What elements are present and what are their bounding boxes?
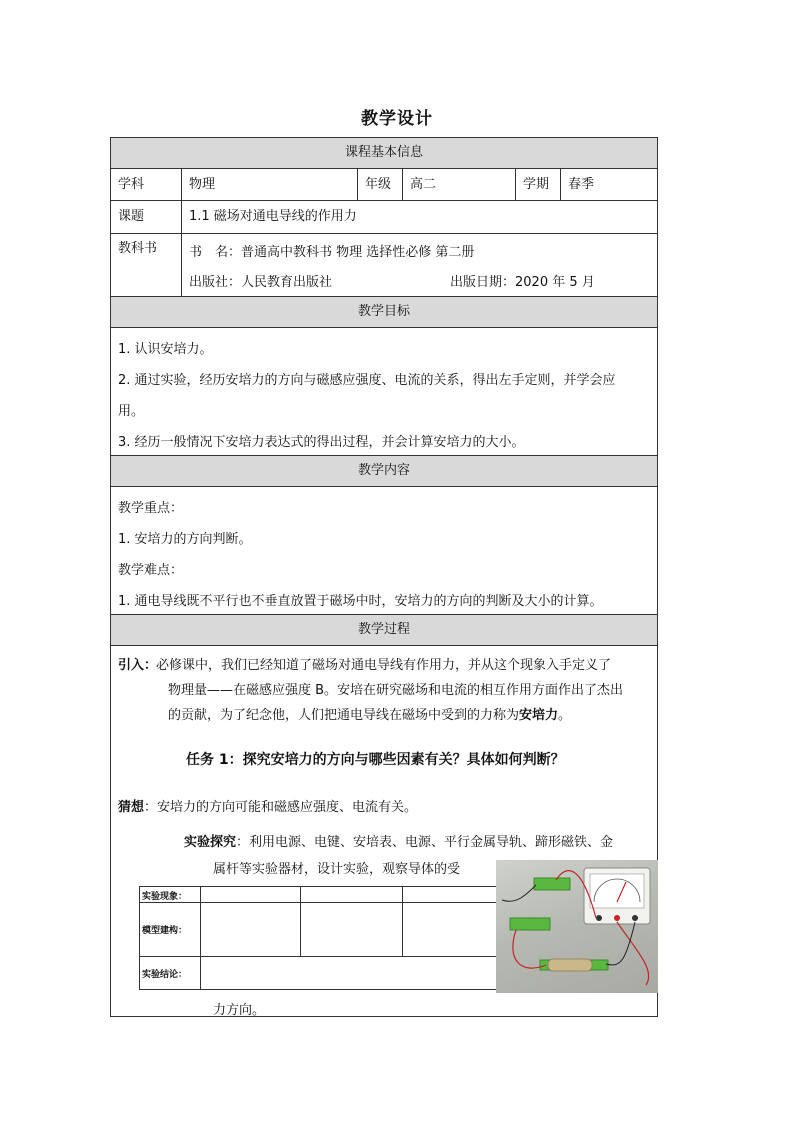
publisher: 出版社：人民教育出版社 [189, 275, 333, 290]
goals-header: 教学目标 [111, 297, 657, 328]
difficulty-label: 教学难点： [118, 563, 184, 578]
intro-period: 。 [558, 708, 572, 723]
book-name: 书 名：普通高中教科书 物理 选择性必修 第二册 [189, 245, 475, 260]
apparatus-illustration [496, 860, 658, 993]
topic-label: 课题 [118, 209, 145, 224]
conclusion-label: 实验结论： [142, 970, 188, 980]
basic-info-header: 课程基本信息 [111, 138, 657, 169]
experiment-text: ：利用电源、电键、安培表、电源、平行金属导轨、蹄形磁铁、金 [236, 835, 614, 850]
hypothesis [118, 796, 417, 815]
textbook-label: 教科书 [118, 241, 158, 256]
goals-body [111, 328, 657, 456]
content-header: 教学内容 [111, 456, 657, 487]
model-label: 模型建构： [142, 926, 188, 936]
subject-row [111, 169, 657, 201]
hypothesis-label: 猜想 [118, 800, 145, 815]
grade-value: 高二 [402, 169, 515, 200]
experiment-line-1 [184, 831, 613, 850]
observation-row [140, 887, 501, 903]
topic-row [111, 201, 657, 234]
goal-item-2-cont: 用。 [118, 404, 145, 419]
process-header: 教学过程 [111, 615, 657, 646]
conclusion-row [140, 957, 501, 989]
intro-line-2: 物理量——在磁感应强度 B。安培在研究磁场和电流的相互作用方面作出了杰出 [168, 683, 624, 698]
observation-label: 实验现象： [142, 892, 188, 902]
document-title: 教学设计 [361, 109, 433, 129]
subject-label: 学科 [118, 177, 145, 192]
goal-item-2: 2. 通过实验，经历安培力的方向与磁感应强度、电流的关系，得出左手定则，并学会应 [118, 373, 616, 388]
experiment-line-3: 力方向。 [213, 1003, 266, 1018]
term-label: 学期 [515, 169, 560, 200]
content-body [111, 487, 657, 615]
hypothesis-text: ：安培力的方向可能和磁感应强度、电流有关。 [144, 800, 418, 815]
intro-label: 引入： [118, 658, 158, 673]
intro-line-3 [168, 704, 571, 723]
experiment-record-table [139, 886, 502, 990]
textbook-value [181, 234, 657, 296]
task-1-title: 任务 1：探究安培力的方向与哪些因素有关？具体如何判断？ [186, 752, 565, 768]
process-body [111, 646, 657, 1016]
term-value: 春季 [560, 169, 657, 200]
intro-line-1: 必修课中，我们已经知道了磁场对通电导线有作用力，并从这个现象入手定义了 [156, 658, 612, 673]
subject-value: 物理 [181, 169, 357, 200]
lesson-plan-table [110, 137, 658, 1017]
experiment-line-2: 属杆等实验器材，设计实验，观察导体的受 [213, 862, 461, 877]
topic-value: 1.1 磁场对通电导线的作用力 [181, 201, 657, 233]
experiment-apparatus-photo [496, 860, 658, 993]
publish-date: 出版日期：2020 年 5 月 [450, 275, 595, 290]
experiment-label: 实验探究 [184, 835, 237, 850]
difficulty-item: 1. 通电导线既不平行也不垂直放置于磁场中时，安培力的方向的判断及大小的计算。 [118, 594, 603, 609]
goal-item-1: 1. 认识安培力。 [118, 342, 213, 357]
intro-text: 的贡献，为了纪念他，人们把通电导线在磁场中受到的力称为 [168, 708, 520, 723]
goal-item-3: 3. 经历一般情况下安培力表达式的得出过程，并会计算安培力的大小。 [118, 435, 525, 450]
grade-label: 年级 [357, 169, 402, 200]
textbook-row [111, 234, 657, 297]
key-point-label: 教学重点： [118, 501, 184, 516]
ampere-force-term: 安培力 [519, 708, 559, 723]
model-row [140, 903, 501, 957]
key-point-item: 1. 安培力的方向判断。 [118, 532, 252, 547]
